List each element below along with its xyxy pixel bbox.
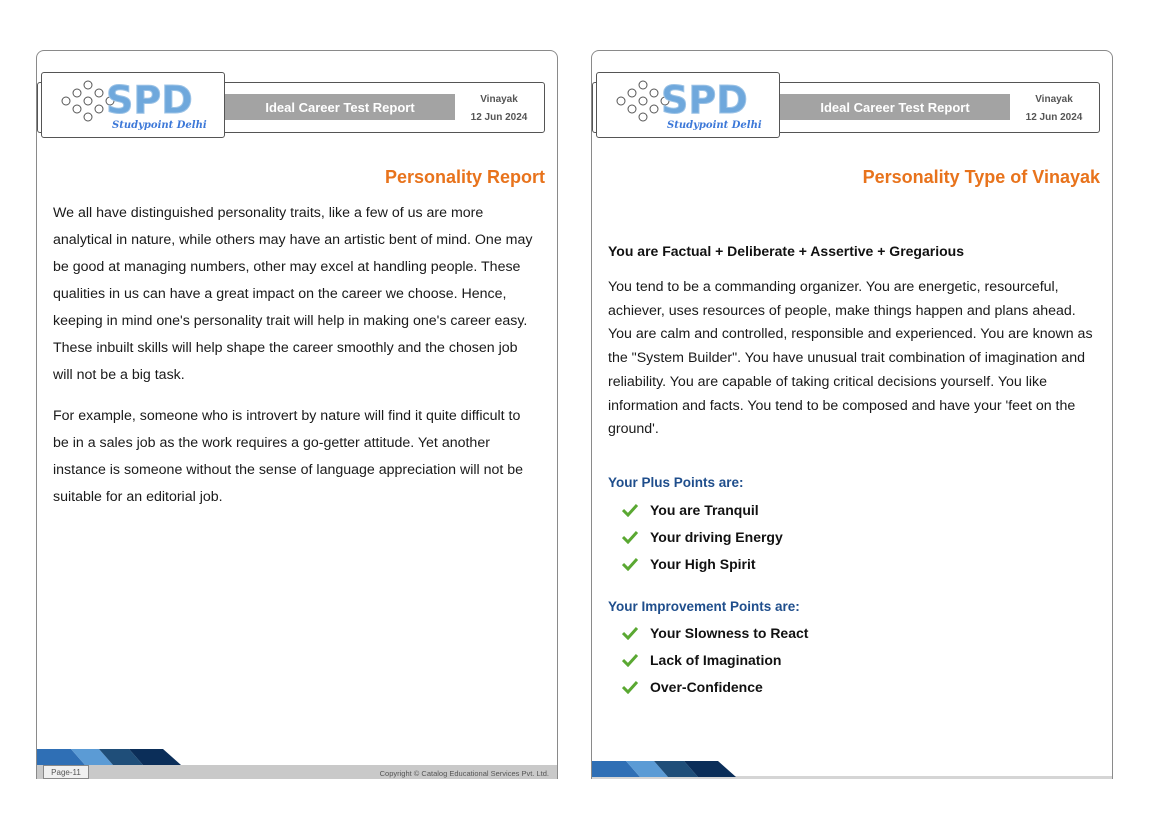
- improvement-point-text: Your Slowness to React: [650, 624, 809, 641]
- list-item: [622, 496, 783, 523]
- logo: [596, 72, 780, 138]
- footer-stripes: [37, 749, 197, 765]
- list-item: [622, 646, 808, 673]
- plus-point-text: You are Tranquil: [650, 501, 759, 518]
- header-meta: [1016, 91, 1092, 127]
- copyright: Copyright © Catalog Educational Services Pvt. Ltd.: [379, 769, 549, 778]
- logo: [41, 72, 225, 138]
- list-item: [622, 523, 783, 550]
- list-item: [622, 673, 808, 700]
- plus-point-text: Your High Spirit: [650, 555, 756, 572]
- plus-points-title: Your Plus Points are:: [608, 475, 744, 490]
- plus-points-list: [622, 496, 783, 577]
- check-icon: [622, 503, 638, 517]
- intro-paragraph: We all have distinguished personality traits, like a few of us are more analytical in nature, while others may have an artistic bent of mind. One may be good at managing numbers, other may excel at handling people. These qualities in us can have a great impact on the career we choose. Hence, keeping in mind one's personality trait will help in making one's career easy. These inbuilt skills will help shape the career smoothly and the chosen job will not be a big task.: [53, 205, 533, 383]
- student-name: Vinayak: [480, 94, 518, 105]
- improvement-points-title: Your Improvement Points are:: [608, 599, 800, 614]
- list-item: [622, 619, 808, 646]
- check-icon: [622, 653, 638, 667]
- personality-description: You tend to be a commanding organizer. You are energetic, resourceful, achiever, uses resources of people, make things happen and plans ahead. You are calm and controlled, responsible and experienced. You are known as the "System Builder". You have unusual trait combination of imagination and reliability. You are capable of taking critical decisions yourself. You like information and facts. You tend to be composed and have your 'feet on the ground'.: [608, 279, 1093, 438]
- improvement-point-text: Over-Confidence: [650, 678, 763, 695]
- page-footer: [37, 749, 557, 779]
- page-header: [37, 51, 557, 141]
- improvement-points-list: [622, 619, 808, 700]
- check-icon: [622, 626, 638, 640]
- logo-graphic: [597, 73, 779, 137]
- check-icon: [622, 680, 638, 694]
- report-date: 12 Jun 2024: [470, 112, 528, 123]
- report-page-left: [36, 50, 558, 779]
- check-icon: [622, 530, 638, 544]
- report-title: Ideal Career Test Report: [225, 94, 455, 120]
- student-name: Vinayak: [1035, 94, 1073, 105]
- example-paragraph: For example, someone who is introvert by nature will find it quite difficult to be in a sales job as the work requires a go-getter attitude. Yet another instance is someone without the sense of language appreciation will not be suitable for an editorial job.: [53, 408, 524, 505]
- page-footer: [592, 761, 1112, 779]
- page-title: Personality Report: [384, 167, 545, 187]
- page-number: Page-11: [43, 765, 89, 779]
- logo-letters: SPD: [661, 78, 748, 122]
- personality-type-line: You are Factual + Deliberate + Assertive + Gregarious: [608, 243, 964, 259]
- header-meta: [461, 91, 537, 127]
- report-page-right: [591, 50, 1113, 779]
- logo-text: Studypoint Delhi: [667, 120, 762, 131]
- logo-graphic: [42, 73, 224, 137]
- report-date: 12 Jun 2024: [1025, 112, 1083, 123]
- list-item: [622, 550, 783, 577]
- page-header: [592, 51, 1112, 141]
- logo-letters: SPD: [106, 78, 193, 122]
- page-title: Personality Type of Vinayak: [862, 167, 1100, 187]
- logo-text: Studypoint Delhi: [112, 120, 207, 131]
- check-icon: [622, 557, 638, 571]
- improvement-point-text: Lack of Imagination: [650, 651, 782, 668]
- plus-point-text: Your driving Energy: [650, 528, 783, 545]
- report-title: Ideal Career Test Report: [780, 94, 1010, 120]
- footer-stripes: [592, 761, 752, 777]
